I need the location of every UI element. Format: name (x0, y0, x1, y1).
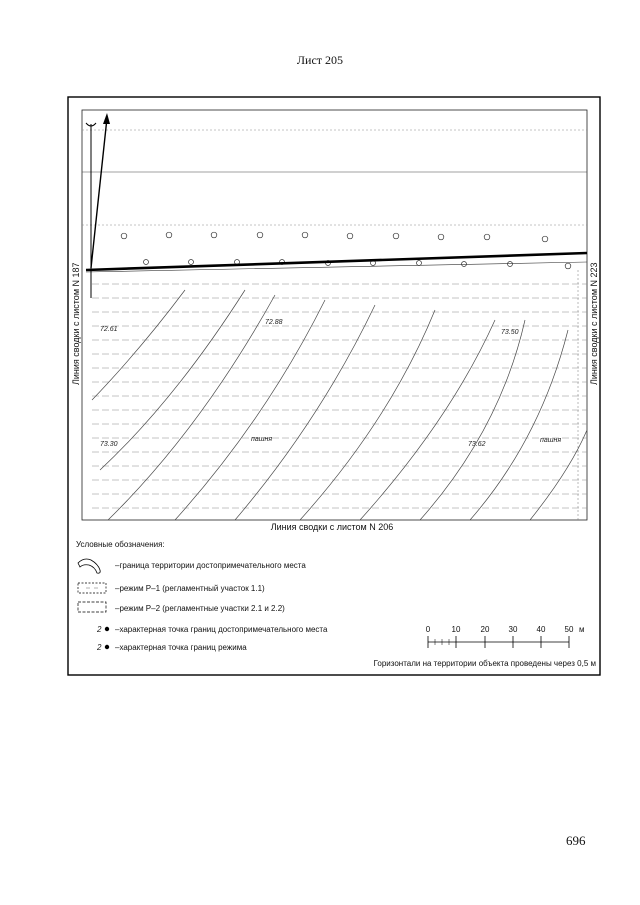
field-label: пашня (251, 436, 273, 443)
page-number: 696 (566, 833, 586, 848)
scale-label: 20 (480, 625, 490, 634)
boundary-points (121, 232, 571, 269)
point-dot-icon (105, 627, 109, 631)
zone-p1-icon (78, 583, 106, 593)
boundary-icon (78, 559, 100, 573)
scale-label: 10 (451, 625, 461, 634)
point-dot-icon (105, 645, 109, 649)
neighbor-right-label: Линия сводки с листом N 223 (589, 262, 599, 385)
field-label: пашня (540, 437, 562, 444)
elevation-label: 72.88 (265, 319, 283, 326)
contour-note: Горизонтали на территории объекта проведены через 0,5 м (373, 659, 596, 668)
legend-item-point-regime: –характерная точка границ режима (115, 643, 247, 652)
map-inner-frame (82, 110, 587, 520)
scale-bar (426, 625, 585, 648)
scale-label: 0 (425, 625, 431, 634)
neighbor-bottom-label: Линия сводки с листом N 206 (270, 522, 394, 532)
elevation-label: 73.50 (501, 329, 519, 336)
map-area (82, 110, 587, 520)
legend (76, 540, 328, 652)
territory-boundary-line (86, 253, 587, 270)
scale-label: 30 (508, 625, 518, 634)
legend-title: Условные обозначения: (76, 540, 165, 549)
scale-unit: м (579, 625, 585, 634)
legend-item-zone-p2: –режим Р–2 (регламентные участки 2.1 и 2.2) (115, 604, 285, 613)
legend-point-number: 2 (97, 643, 102, 652)
sheet-title: Лист 205 (296, 53, 344, 67)
legend-item-point-place: –характерная точка границ достопримечательного места (115, 625, 328, 634)
scale-label: 40 (536, 625, 546, 634)
field-hatching (92, 284, 587, 508)
legend-item-zone-p1: –режим Р–1 (регламентный участок 1.1) (115, 584, 265, 593)
neighbor-left-label: Линия сводки с листом N 187 (71, 262, 81, 385)
scale-label: 50 (564, 625, 574, 634)
legend-point-number: 2 (97, 625, 102, 634)
elevation-label: 73.62 (468, 441, 486, 448)
elevation-label: 73.30 (100, 441, 118, 448)
legend-item-boundary: –граница территории достопримечательного места (115, 561, 306, 570)
zone-p2-icon (78, 602, 106, 612)
elevation-label: 72.61 (100, 326, 118, 333)
contour-lines (92, 290, 587, 520)
